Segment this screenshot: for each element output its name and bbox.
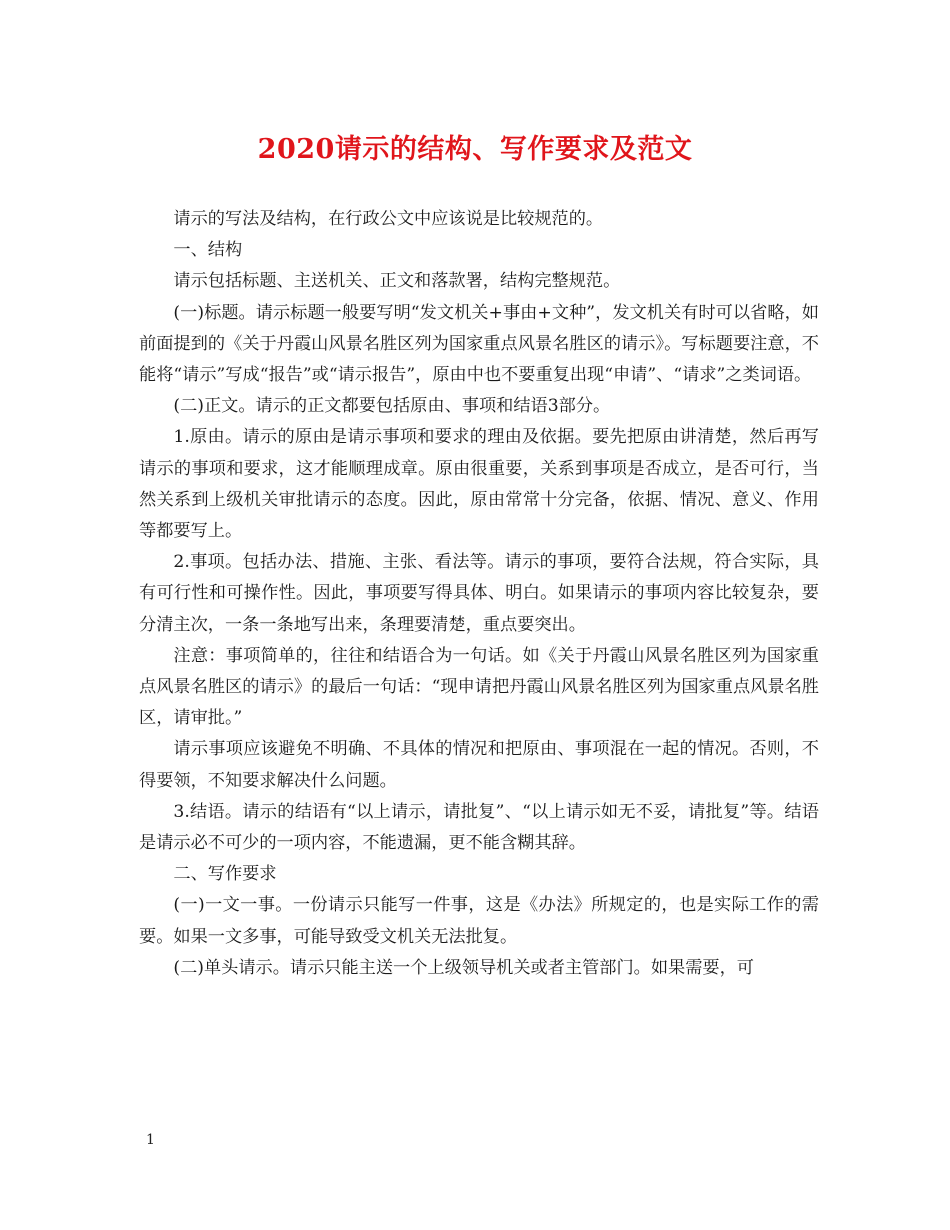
paragraph-structure-overview: 请示包括标题、主送机关、正文和落款署，结构完整规范。	[173, 271, 621, 292]
section-heading-structure: 一、结构	[173, 240, 243, 261]
section-heading-requirements: 二、写作要求	[173, 864, 277, 885]
paragraph-note: 注意：事项简单的，往往和结语合为一句话。如《关于丹霞山风景名胜区列为国家重点风景名胜区的请示》的最后一句话：“现申请把丹霞山风景名胜区列为国家重点风景名胜区，请审批。”	[139, 645, 819, 729]
document-body	[139, 204, 819, 984]
page-number: 1	[146, 1132, 155, 1148]
paragraph-conclusion: 3.结语。请示的结语有“以上请示，请批复”、“以上请示如无不妥，请批复”等。结语是请示必不可少的一项内容，不能遗漏，更不能含糊其辞。	[139, 801, 819, 854]
paragraph-avoid: 请示事项应该避免不明确、不具体的情况和把原由、事项混在一起的情况。否则，不得要领，不知要求解决什么问题。	[139, 739, 819, 791]
paragraph-title-rules: (一)标题。请示标题一般要写明“发文机关+事由+文种”，发文机关有时可以省略，如前面提到的《关于丹霞山风景名胜区列为国家重点风景名胜区的请示》。写标题要注意，不能将“请示”写成“报告”或“请示报告”，原由中也不要重复出现“申请”、“请求”之类词语。	[139, 302, 819, 386]
paragraph-reason: 1.原由。请示的原由是请示事项和要求的理由及依据。要先把原由讲清楚，然后再写请示的事项和要求，这才能顺理成章。原由很重要，关系到事项是否成立，是否可行，当然关系到上级机关审批请示的态度。因此，原由常常十分完备，依据、情况、意义、作用等都要写上。	[139, 427, 819, 542]
paragraph-matters: 2.事项。包括办法、措施、主张、看法等。请示的事项，要符合法规，符合实际，具有可行性和可操作性。因此，事项要写得具体、明白。如果请示的事项内容比较复杂，要分清主次，一条一条地写出来，条理要清楚，重点要突出。	[139, 552, 819, 635]
paragraph-single-recipient: (二)单头请示。请示只能主送一个上级领导机关或者主管部门。如果需要，可	[173, 957, 754, 978]
paragraph-body-parts: (二)正文。请示的正文都要包括原由、事项和结语3部分。	[173, 396, 611, 417]
paragraph-intro: 请示的写法及结构，在行政公文中应该说是比较规范的。	[173, 209, 604, 229]
document-title: 2020请示的结构、写作要求及范文	[257, 134, 693, 165]
paragraph-one-matter: (一)一文一事。一份请示只能写一件事，这是《办法》所规定的，也是实际工作的需要。如果一文多事，可能导致受文机关无法批复。	[139, 895, 819, 947]
